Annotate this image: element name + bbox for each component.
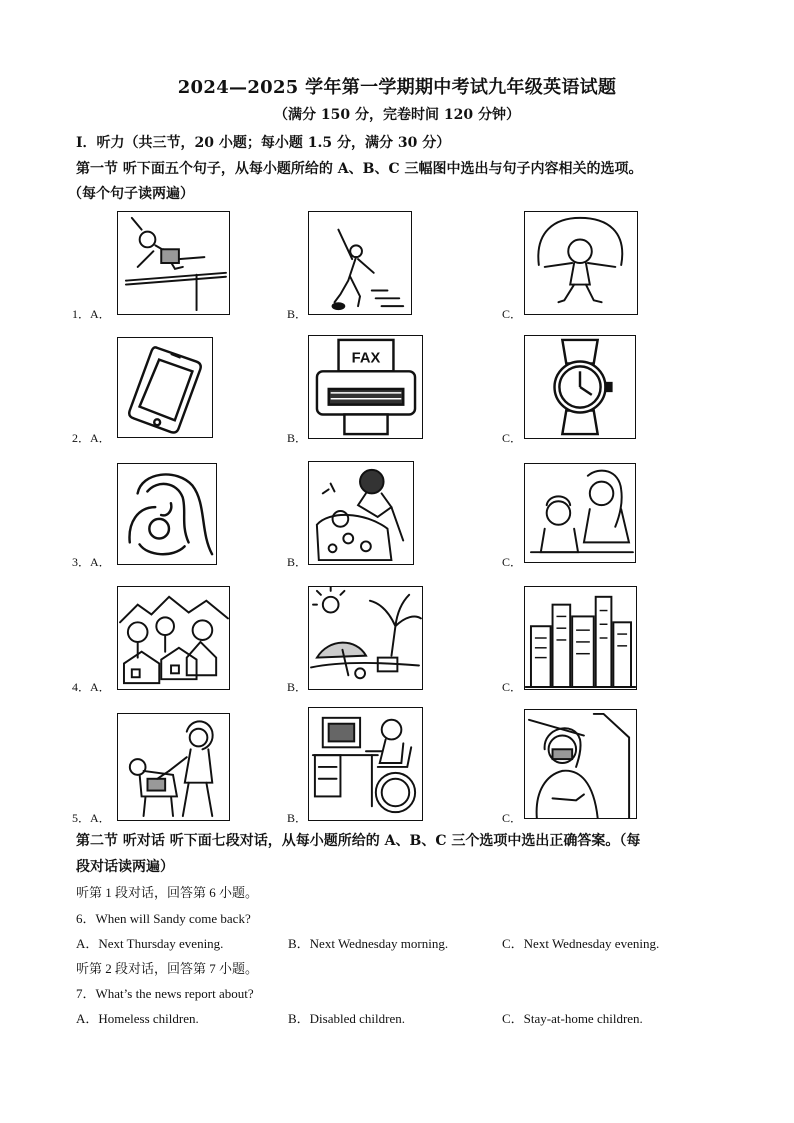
q3-option-c-mother-and-son[interactable] <box>524 463 636 563</box>
row1-label-a: 1．A． <box>72 307 111 321</box>
row3-label-a: 3．A． <box>72 555 111 569</box>
question7-option-c[interactable]: C．Stay-at-home children. <box>502 1011 643 1026</box>
q5-option-a-guide-dog[interactable] <box>117 713 230 821</box>
row1-label-c: C． <box>502 307 523 321</box>
wheelchair-computer-icon <box>309 708 422 820</box>
row2-label-c: C． <box>502 431 523 445</box>
guide-dog-icon <box>118 714 229 820</box>
question7-option-a[interactable]: A．Homeless children. <box>76 1011 199 1026</box>
mobile-phone-icon <box>118 338 212 437</box>
row5-label-a: 5．A． <box>72 811 111 825</box>
row4-label-a: 4．A． <box>72 680 111 694</box>
wristwatch-icon <box>525 336 635 438</box>
section1-instruction-cont: （每个句子读两遍） <box>68 186 194 202</box>
girl-nursing-icon <box>309 462 413 564</box>
q5-option-c-sick-in-bed[interactable] <box>524 709 637 819</box>
q4-option-c-city[interactable] <box>524 586 637 690</box>
section2-instruction-cont: 段对话读两遍） <box>76 859 174 875</box>
q3-option-a-mother-and-baby[interactable] <box>117 463 217 565</box>
section2-instruction: 第二节 听对话 听下面七段对话，从每小题所给的 A、B、C 三个选项中选出正确答案。（每 <box>76 833 641 849</box>
row3-label-c: C． <box>502 555 523 569</box>
family-icon <box>525 464 635 562</box>
question7-stem: 7．What’s the news report about? <box>76 986 254 1001</box>
fax-machine-icon <box>309 336 422 438</box>
question6-stem: 6．When will Sandy come back? <box>76 911 251 926</box>
question6-option-b[interactable]: B．Next Wednesday morning. <box>288 936 449 951</box>
question7-option-b[interactable]: B．Disabled children. <box>288 1011 405 1026</box>
q4-option-b-beach[interactable] <box>308 586 423 690</box>
row1-label-b: B． <box>287 307 308 321</box>
sick-person-icon <box>525 710 636 818</box>
row5-label-b: B． <box>287 811 308 825</box>
village-icon <box>118 587 229 689</box>
dialogue1-intro: 听第 1 段对话，回答第 6 小题。 <box>76 885 259 900</box>
row5-label-c: C． <box>502 811 523 825</box>
row2-label-a: 2．A． <box>72 431 111 445</box>
fax-label: FAX <box>351 350 381 367</box>
mother-baby-icon <box>118 464 216 564</box>
row4-label-c: C． <box>502 680 523 694</box>
jump-rope-icon <box>525 212 637 314</box>
q4-option-a-village[interactable] <box>117 586 230 690</box>
exam-title: 2024—2025 学年第一学期期中考试九年级英语试题 <box>177 77 617 98</box>
row2-label-b: B． <box>287 431 308 445</box>
row4-label-b: B． <box>287 680 308 694</box>
q3-option-b-caring-sick-child[interactable] <box>308 461 414 565</box>
part1-heading: Ⅰ．听力（共三节，20 小题；每小题 1.5 分，满分 30 分） <box>76 135 451 151</box>
beach-icon <box>309 587 422 689</box>
q1-option-b-long-jump[interactable] <box>308 211 412 315</box>
question6-option-a[interactable]: A．Next Thursday evening. <box>76 936 224 951</box>
city-buildings-icon <box>525 587 636 689</box>
q2-option-c-watch[interactable] <box>524 335 636 439</box>
long-jump-icon <box>309 212 411 314</box>
dialogue2-intro: 听第 2 段对话，回答第 7 小题。 <box>76 961 259 976</box>
q1-option-a-high-jump[interactable] <box>117 211 230 315</box>
q1-option-c-rope-skipping[interactable] <box>524 211 638 315</box>
q2-option-a-mobile-phone[interactable] <box>117 337 213 438</box>
q5-option-b-wheelchair-computer[interactable] <box>308 707 423 821</box>
high-jump-icon <box>118 212 229 314</box>
row3-label-b: B． <box>287 555 308 569</box>
section1-instruction: 第一节 听下面五个句子，从每小题所给的 A、B、C 三幅图中选出与句子内容相关的选项。 <box>76 161 643 177</box>
q2-option-b-fax-machine[interactable] <box>308 335 423 439</box>
exam-subtitle: （满分 150 分，完卷时间 120 分钟） <box>274 107 520 123</box>
question6-option-c[interactable]: C．Next Wednesday evening. <box>502 936 660 951</box>
